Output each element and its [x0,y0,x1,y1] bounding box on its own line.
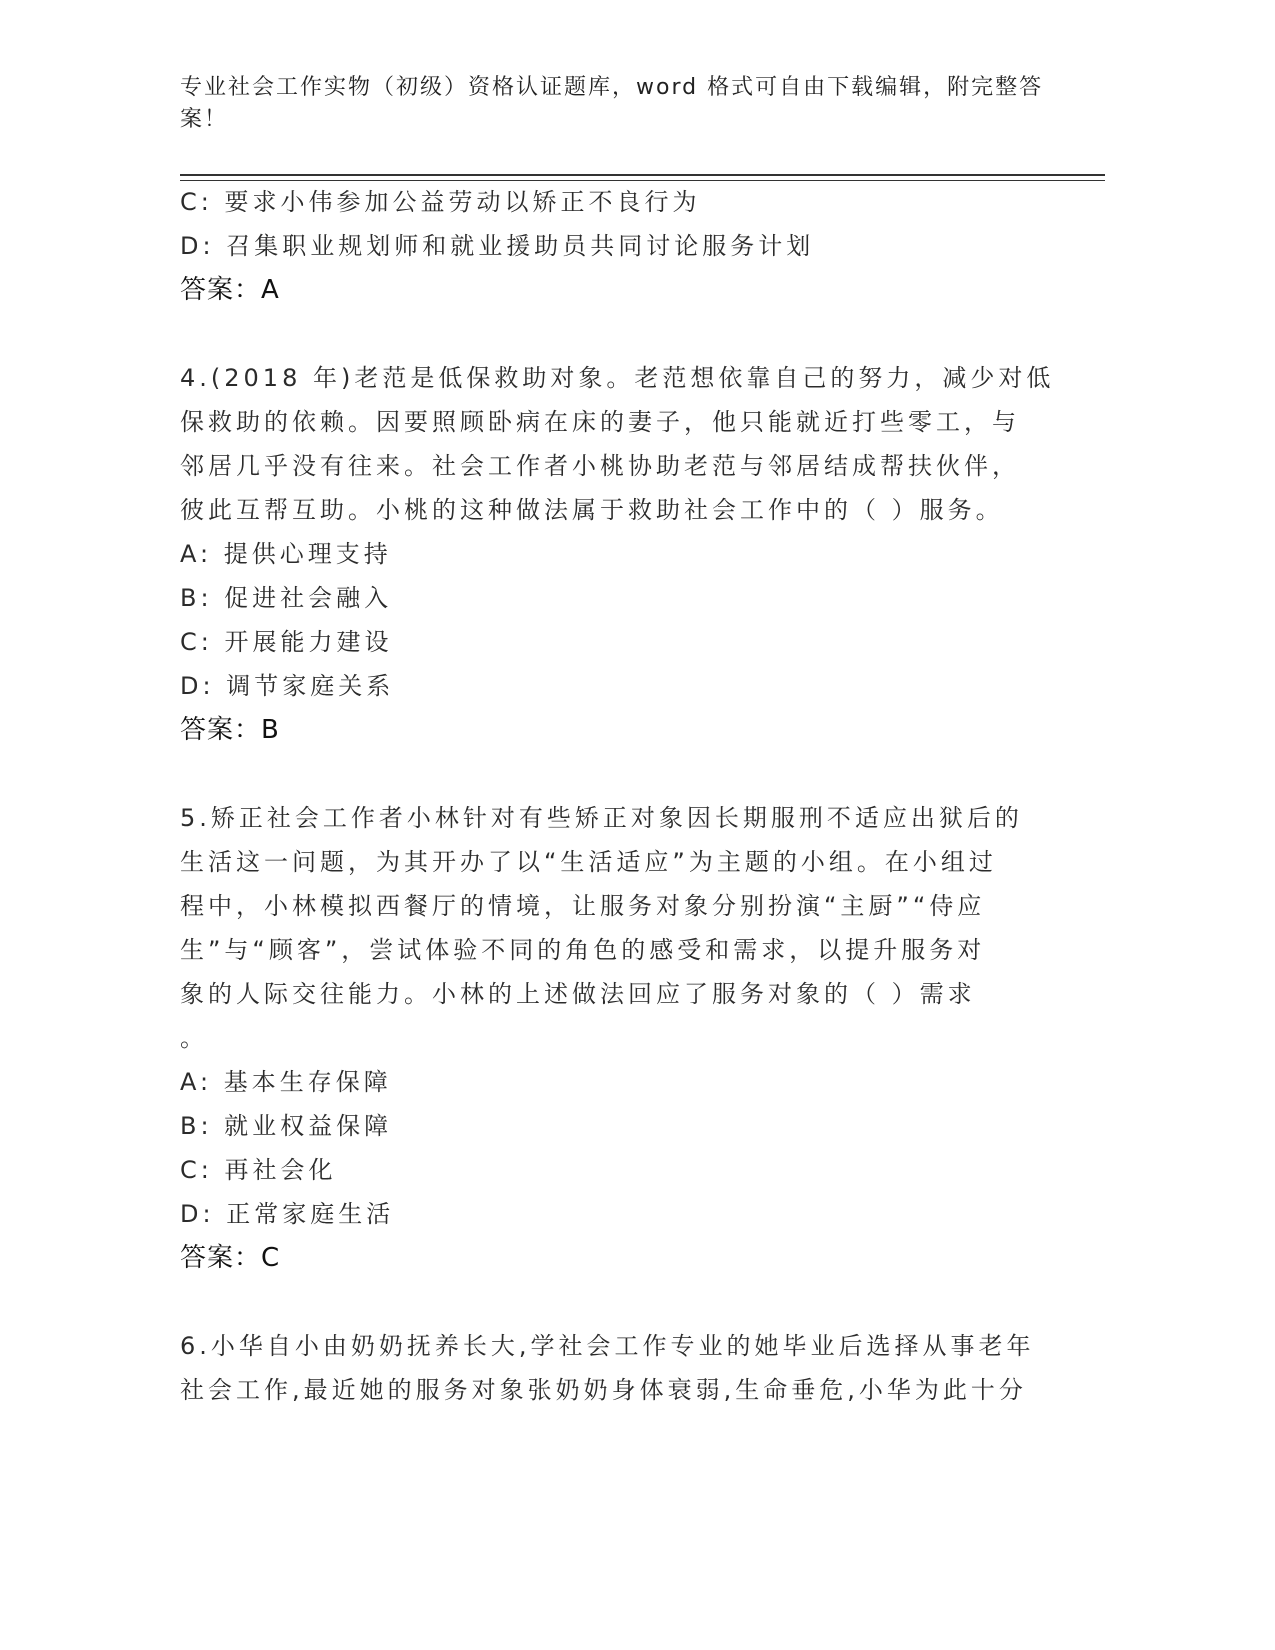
question-5-option-b: B: 就业权益保障 [180,1112,393,1140]
question-4-option-d: D: 调节家庭关系 [180,672,395,700]
spacer [180,312,1030,356]
question-4-option-a: A: 提供心理支持 [180,540,392,568]
question-5-block [180,796,1030,1280]
question-6-text-line: 社会工作,最近她的服务对象张奶奶身体衰弱,生命垂危,小华为此十分 [180,1376,1027,1404]
question-content [180,180,1055,1412]
question-3-option-d: D: 召集职业规划师和就业援助员共同讨论服务计划 [180,232,815,260]
question-4-text-line: 保救助的依赖。因要照顾卧病在床的妻子，他只能就近打些零工，与 [180,408,1020,436]
question-5-text-line: 生活这一问题，为其开办了以“生活适应”为主题的小组。在小组过 [180,848,997,876]
question-6-block [180,1324,1035,1412]
question-4-text-line: 4.(2018 年)老范是低保救助对象。老范想依靠自己的努力，减少对低 [180,364,1055,392]
question-5-answer: 答案：C [180,1243,281,1273]
question-4-text-line: 彼此互帮互助。小桃的这种做法属于救助社会工作中的（ ）服务。 [180,496,1004,524]
question-5-text-line: 生”与“顾客”，尝试体验不同的角色的感受和需求，以提升服务对 [180,936,986,964]
question-6-text-line: 6.小华自小由奶奶抚养长大,学社会工作专业的她毕业后选择从事老年 [180,1332,1035,1360]
header-line-2: 案！ [180,107,229,132]
question-4-option-b: B: 促进社会融入 [180,584,393,612]
document-header [180,72,1060,136]
spacer [180,752,1030,796]
question-4-answer: 答案：B [180,715,280,745]
header-divider-thick [180,174,1105,176]
question-5-option-a: A: 基本生存保障 [180,1068,392,1096]
question-5-text-line: 程中，小林模拟西餐厅的情境，让服务对象分别扮演“主厨”“侍应 [180,892,986,920]
question-5-text-line: 象的人际交往能力。小林的上述做法回应了服务对象的（ ）需求 [180,980,976,1008]
question-4-option-c: C: 开展能力建设 [180,628,393,656]
question-3-answer: 答案：A [180,275,280,305]
spacer [180,1280,1030,1324]
question-4-text-line: 邻居几乎没有往来。社会工作者小桃协助老范与邻居结成帮扶伙伴， [180,452,1020,480]
question-5-option-c: C: 再社会化 [180,1156,337,1184]
question-5-text-line: 。 [180,1024,208,1052]
question-3-block [180,180,1030,312]
question-5-option-d: D: 正常家庭生活 [180,1200,395,1228]
question-4-block [180,356,1055,752]
question-5-text-line: 5.矫正社会工作者小林针对有些矫正对象因长期服刑不适应出狱后的 [180,804,1023,832]
question-3-option-c: C: 要求小伟参加公益劳动以矫正不良行为 [180,188,701,216]
header-line-1: 专业社会工作实物（初级）资格认证题库，word 格式可自由下载编辑，附完整答 [180,75,1044,100]
